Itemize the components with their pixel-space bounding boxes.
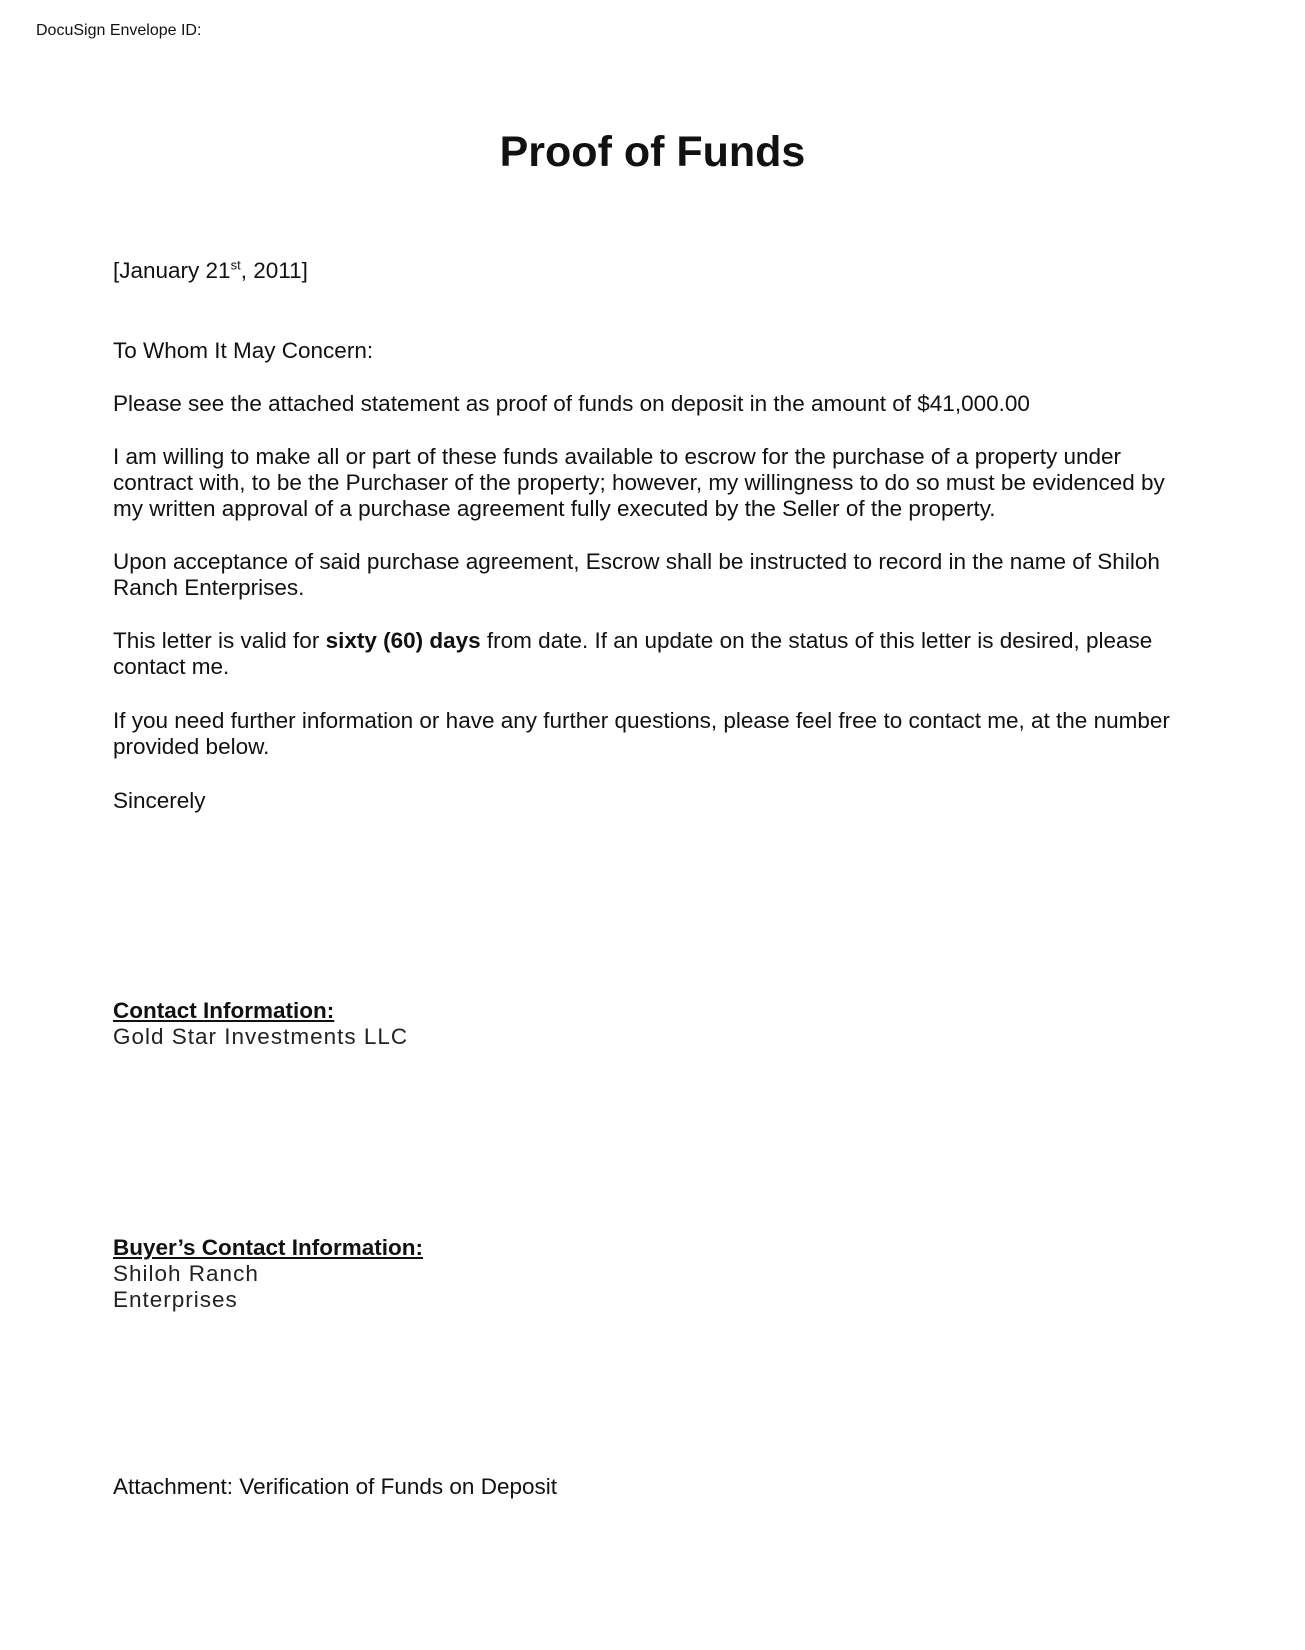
closing: Sincerely [113,788,206,813]
buyer-contact-information-heading: Buyer’s Contact Information: [113,1235,424,1260]
paragraph-purchase-agreement [113,549,1213,601]
paragraph-line: If you need further information or have any further questions, please feel free to contact me, at the number [113,708,1170,733]
envelope-id-label: DocuSign Envelope ID: [36,22,202,39]
paragraph-line: provided below. [113,734,270,759]
paragraph-text: from date. If an update on the status of this letter is desired, please [480,628,1153,653]
paragraph-further-info [113,708,1213,760]
paragraph-line: Ranch Enterprises. [113,575,305,600]
salutation: To Whom It May Concern: [113,338,374,363]
date-ordinal-suffix: st [230,257,241,273]
paragraph-validity [113,628,1213,680]
contact-information-clipped-text [113,1024,433,1049]
paragraph-line: my written approval of a purchase agreement fully executed by the Seller of the property. [113,496,996,521]
document-title: Proof of Funds [499,128,806,176]
paragraph-line: I am willing to make all or part of these funds available to escrow for the purchase of a property under [113,444,1122,469]
validity-period: sixty (60) days [325,628,481,653]
clipped-text: Gold Star Investments LLC [113,1024,409,1049]
paragraph-line: contract with, to be the Purchaser of the property; however, my willingness to do so must be evidenced by [113,470,1165,495]
date-year: , 2011] [240,258,308,283]
contact-information-heading: Contact Information: [113,998,335,1023]
buyer-contact-clipped-text [113,1261,343,1312]
paragraph-line: contact me. [113,654,230,679]
paragraph-proof-of-funds: Please see the attached statement as proof of funds on deposit in the amount of $41,000.00 [113,391,1030,416]
paragraph-escrow-willingness [113,444,1213,522]
clipped-text: Shiloh Ranch Enterprises [113,1261,259,1312]
attachment-note: Attachment: Verification of Funds on Deposit [113,1474,557,1499]
letter-date [113,258,1213,284]
paragraph-line: Upon acceptance of said purchase agreement, Escrow shall be instructed to record in the name of Shiloh [113,549,1160,574]
paragraph-text: This letter is valid for [113,628,326,653]
date-month-day: [January 21 [113,258,231,283]
